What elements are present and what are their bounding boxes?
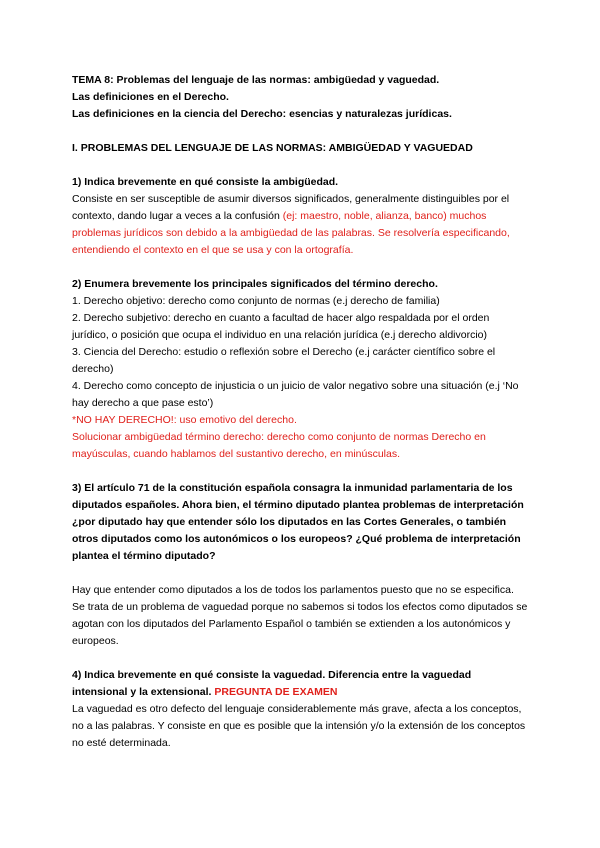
header-line-1: TEMA 8: Problemas del lenguaje de las normas: ambigüedad y vaguedad. [72, 74, 440, 86]
document-header [72, 72, 528, 123]
q2-red-note-2: Solucionar ambigüedad término derecho: derecho como conjunto de normas Derecho en mayúsculas, cuando hablamos del sustantivo derecho, en minúsculas. [72, 431, 486, 460]
q3-answer: Hay que entender como diputados a los de todos los parlamentos puesto que no se especifica. Se trata de un problema de vaguedad porque no sabemos si todos los efectos como diputados se agotan con los diputados del Parlamento Español o también se extienden a los autonómicos y europeos. [72, 584, 528, 647]
q2-item-2: 2. Derecho subjetivo: derecho en cuanto a facultad de hacer algo respaldada por el orden jurídico, o posición que ocupa el individuo en una relación jurídica (e.j derecho aldivorcio) [72, 312, 490, 341]
q1-answer [72, 191, 528, 259]
q4-answer: La vaguedad es otro defecto del lenguaje considerablemente más grave, afecta a los conceptos, no a las palabras. Y consiste en que es posible que la intensión y/o la extensión de los conceptos no esté determinada. [72, 703, 526, 749]
q2-item-1: 1. Derecho objetivo: derecho como conjunto de normas (e.j derecho de familia) [72, 295, 440, 307]
document-body [72, 72, 528, 752]
header-line-3: Las definiciones en la ciencia del Derecho: esencias y naturalezas jurídicas. [72, 108, 452, 120]
section-title: I. PROBLEMAS DEL LENGUAJE DE LAS NORMAS: AMBIGÜEDAD Y VAGUEDAD [72, 142, 473, 154]
header-line-2: Las definiciones en el Derecho. [72, 91, 229, 103]
q1-answer-red-text: (ej: maestro, noble, alianza, banco) muchos problemas jurídicos son debido a la ambigüedad de las palabras. Se resolvería especificando, entendiendo el contexto en el que se usa y con la ortografía. [72, 210, 510, 256]
q2-item-4: 4. Derecho como concepto de injusticia o un juicio de valor negativo sobre una situación (e.j ‘No hay derecho a que pase esto’) [72, 380, 519, 409]
q2-question: 2) Enumera brevemente los principales significados del término derecho. [72, 278, 438, 290]
q1-answer-text: Consiste en ser susceptible de asumir diversos significados, generalmente distinguibles por el contexto, dando lugar a veces a la confusión [72, 193, 510, 222]
q4-exam-tag: PREGUNTA DE EXAMEN [214, 686, 338, 698]
q3-question: 3) El artículo 71 de la constitución española consagra la inmunidad parlamentaria de los diputados españoles. Ahora bien, el término diputado plantea problemas de interpretación ¿por diputado hay que entender sólo los diputados en las Cortes Generales, o también otros diputados como los autonómicos o los europeos? ¿Qué problema de interpretación plantea el término diputado? [72, 482, 524, 562]
q4-question-text: 4) Indica brevemente en qué consiste la vaguedad. Diferencia entre la vaguedad intensional y la extensional. [72, 669, 472, 698]
q2-red-note-1: *NO HAY DERECHO!: uso emotivo del derecho. [72, 414, 297, 426]
q4-question [72, 667, 528, 701]
q1-question: 1) Indica brevemente en qué consiste la ambigüedad. [72, 176, 339, 188]
q2-item-3: 3. Ciencia del Derecho: estudio o reflexión sobre el Derecho (e.j carácter científico sobre el derecho) [72, 346, 496, 375]
